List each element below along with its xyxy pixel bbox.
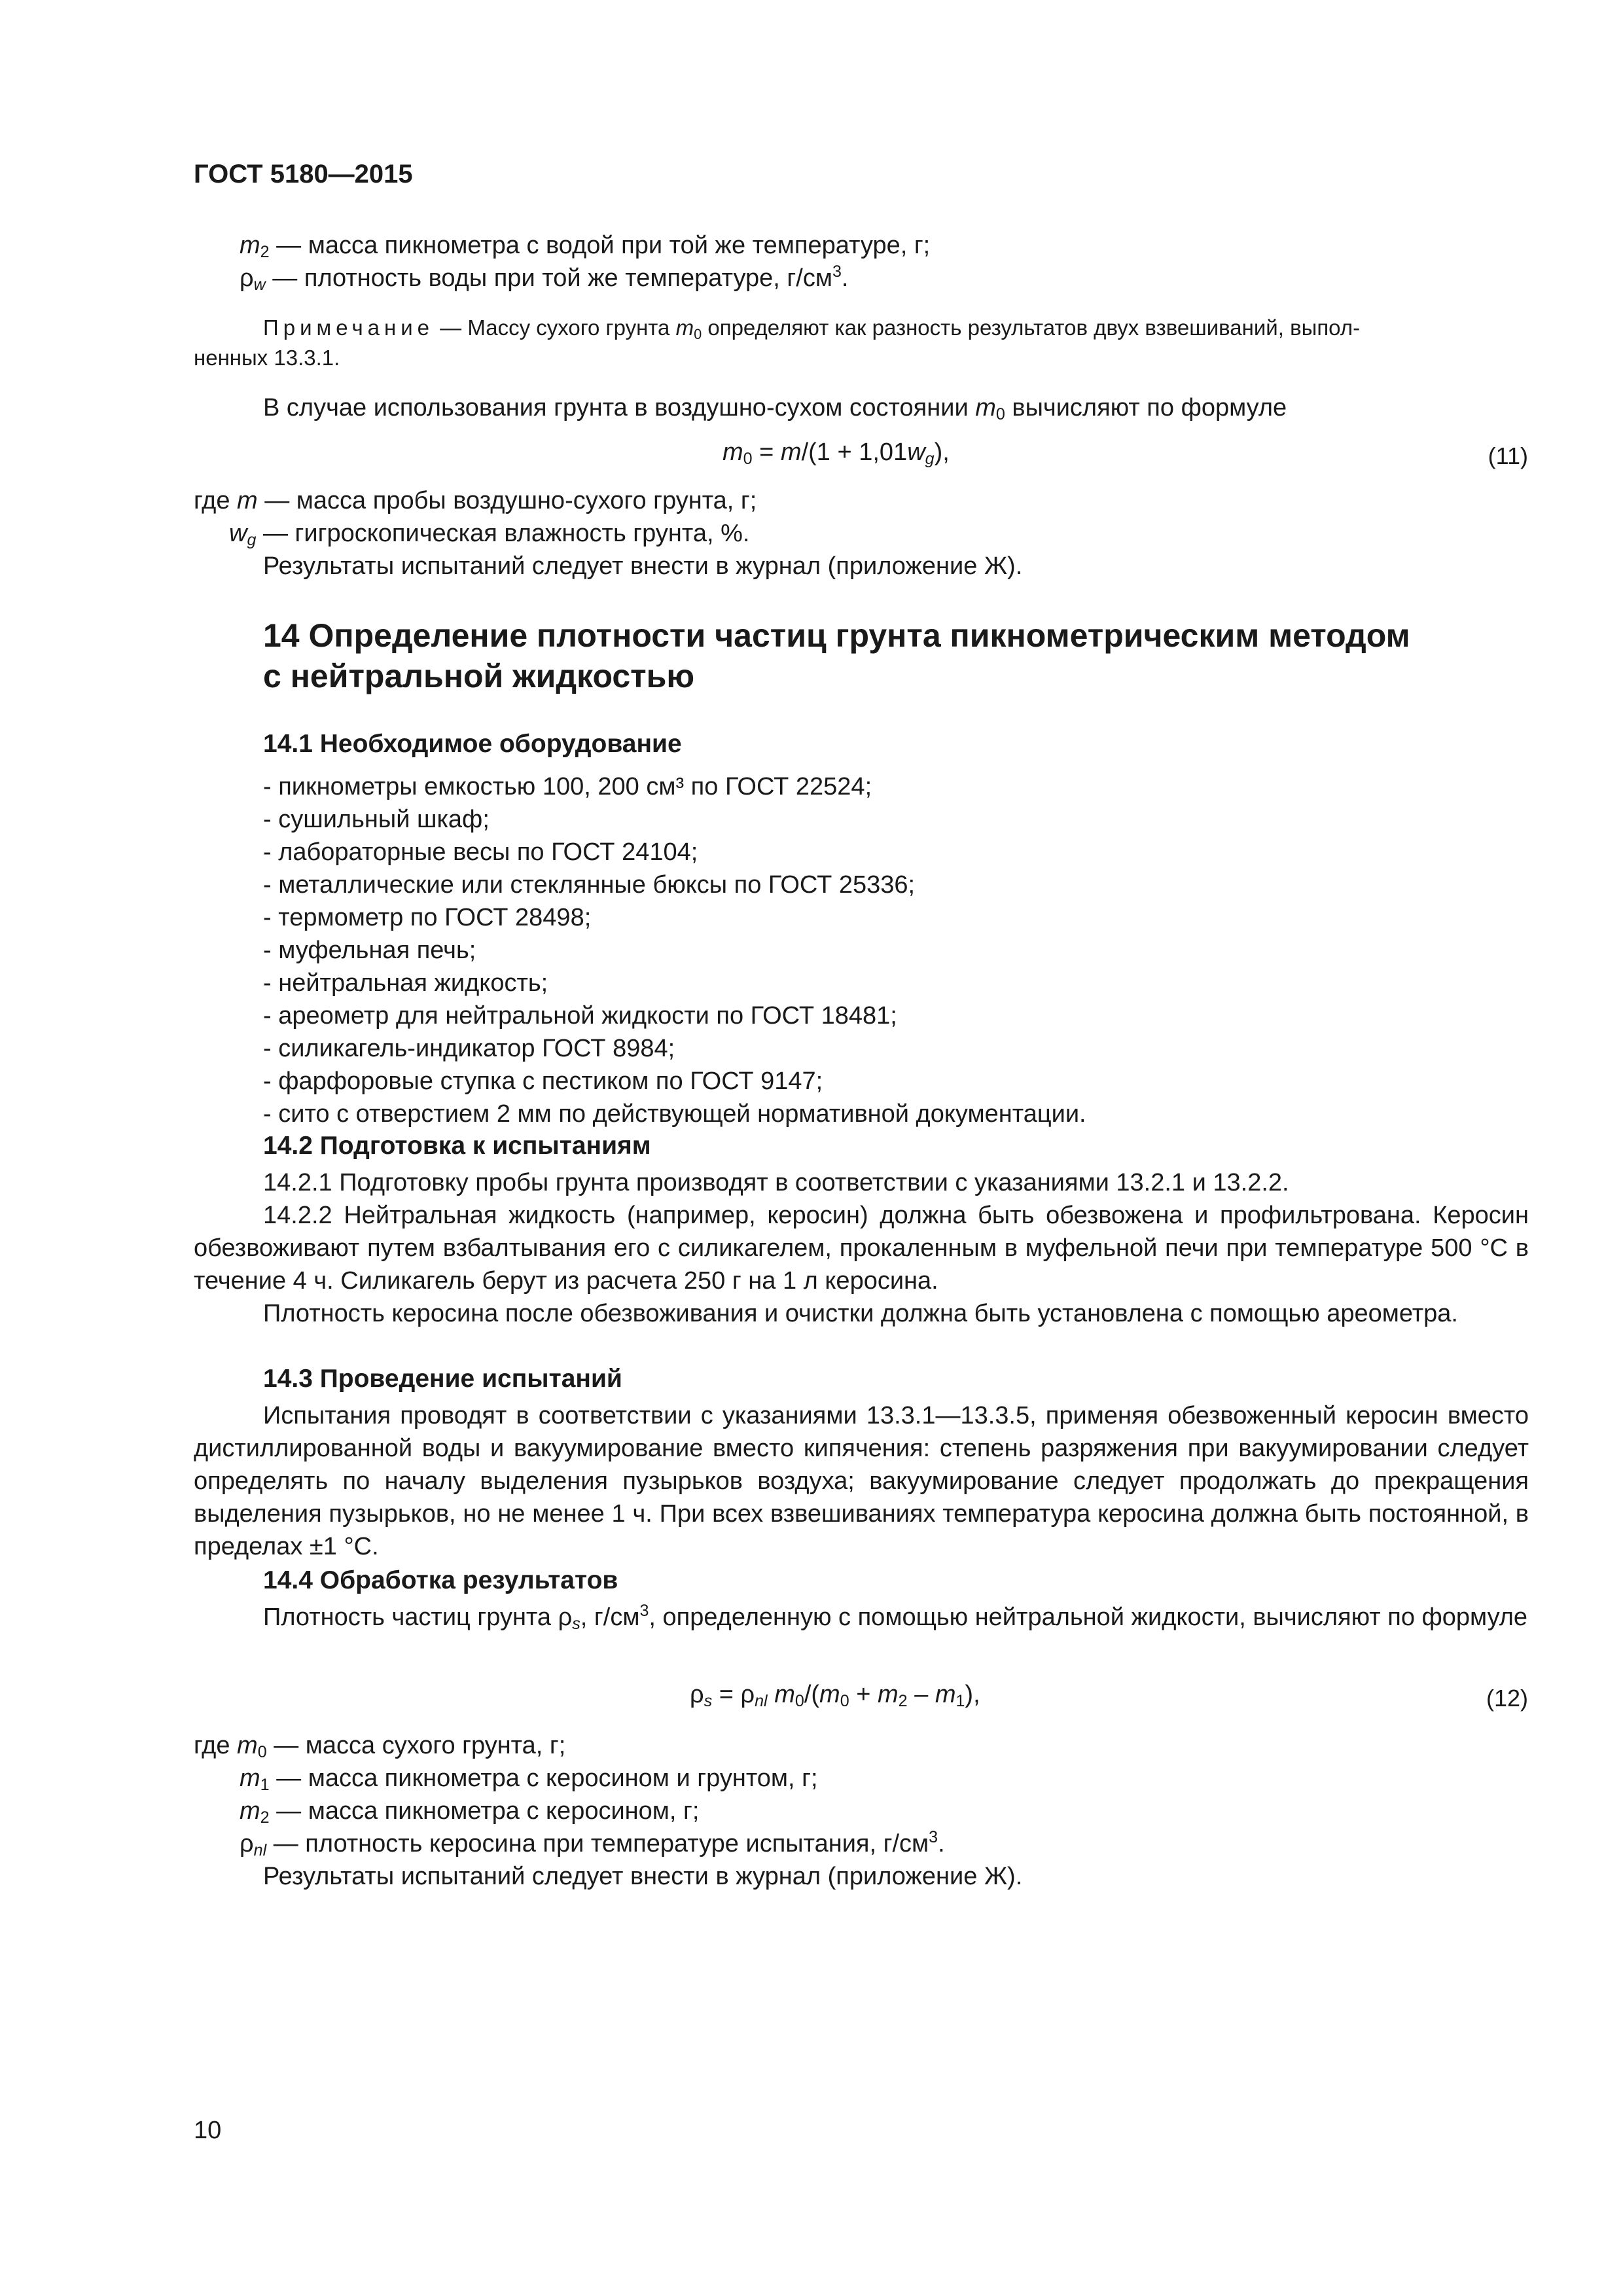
lead-word: где	[194, 1732, 238, 1759]
formula-12-number: (12)	[1486, 1685, 1528, 1712]
subscript: nl	[253, 1841, 267, 1859]
superscript: 3	[832, 262, 842, 281]
definition-text: — плотность воды при той же температуре, г/см	[265, 264, 832, 292]
note-text: определяют как разность результатов двух взвешиваний, выпол-	[702, 315, 1361, 340]
subscript: 2	[260, 1808, 270, 1827]
definition-m2-water	[240, 229, 930, 262]
list-item: - силикагель-индикатор ГОСТ 8984;	[263, 1035, 675, 1062]
symbol: ρ	[558, 1604, 573, 1631]
symbol: m	[237, 487, 258, 514]
symbol: m	[975, 394, 996, 422]
punctuation: .	[841, 264, 849, 292]
symbol: m	[240, 1797, 260, 1825]
subsection-14-2-title: 14.2 Подготовка к испытаниям	[263, 1132, 651, 1160]
list-item: - сушильный шкаф;	[263, 806, 490, 833]
definition-text: — масса пикнометра с водой при той же температуре, г;	[269, 232, 931, 259]
definition-text: — масса пикнометра с керосином и грунтом, г;	[269, 1765, 818, 1792]
definition-m	[194, 484, 757, 517]
list-item: - фарфоровые ступка с пестиком по ГОСТ 9147;	[263, 1067, 823, 1095]
definition-text: — масса пикнометра с керосином, г;	[269, 1797, 700, 1825]
subscript: g	[247, 531, 257, 549]
definition-rho-w	[240, 262, 848, 295]
results-journal-note-1: Результаты испытаний следует внести в журнал (приложение Ж).	[263, 552, 1023, 580]
symbol: m	[675, 315, 694, 340]
symbol: w	[229, 520, 247, 547]
definition-rho-nl	[240, 1827, 945, 1860]
note-label: Примечание	[263, 315, 435, 340]
symbol: ρ	[240, 264, 254, 292]
subscript: 0	[694, 326, 702, 342]
list-item: - муфельная печь;	[263, 937, 476, 964]
definition-text: — масса сухого грунта, г;	[266, 1732, 566, 1759]
page-number: 10	[194, 2117, 222, 2144]
subscript: 0	[257, 1743, 267, 1761]
formula-11: $m_0 = m/(1 + 1,01w_g)$,	[722, 439, 950, 468]
paragraph-text: вычисляют по формуле	[1005, 394, 1287, 422]
definition-m0	[194, 1729, 565, 1762]
formula-11-number: (11)	[1488, 442, 1528, 469]
subscript: s	[572, 1615, 580, 1633]
subsection-14-1-title: 14.1 Необходимое оборудование	[263, 730, 682, 758]
paragraph-14-3: Испытания проводят в соответствии с указаниями 13.3.1—13.3.5, применяя обезвоженный керосин вместо дистиллированной воды и вакуумирование вместо кипячения: степень разряжения при вакуумировании следует определять по началу выделения пузырьков воздуха; вакуумирование следует продолжать до прекращения выделения пузырьков, но не менее 1 ч. При всех взвешиваниях температура керосина должна быть постоянной, в пределах ±1 °С.	[194, 1402, 1529, 1560]
document-header: ГОСТ 5180—2015	[194, 160, 413, 188]
subscript: w	[253, 276, 266, 294]
definition-text: — масса пробы воздушно-сухого грунта, г;	[257, 487, 757, 514]
definition-wg	[229, 517, 749, 550]
list-item: - сито с отверстием 2 мм по действующей нормативной документации.	[263, 1100, 1086, 1128]
paragraph-14-2-1: 14.2.1 Подготовку пробы грунта производят в соответствии с указаниями 13.2.1 и 13.2.2.	[263, 1169, 1289, 1196]
superscript: 3	[929, 1828, 938, 1846]
definition-m1	[240, 1762, 818, 1795]
note-line-2: ненных 13.3.1.	[194, 346, 340, 370]
definition-text: — гигроскопическая влажность грунта, %.	[256, 520, 750, 547]
superscript: 3	[639, 1602, 649, 1620]
air-dry-paragraph	[263, 391, 1287, 424]
paragraph-text: , определенную с помощью нейтральной жидкости, вычисляют по формуле	[649, 1604, 1528, 1631]
subscript: 1	[260, 1776, 270, 1794]
paragraph-14-4	[194, 1601, 1529, 1634]
definition-m2-kerosene	[240, 1795, 699, 1827]
list-item: - металлические или стеклянные бюксы по ГОСТ 25336;	[263, 871, 916, 899]
symbol: m	[240, 232, 260, 259]
symbol: ρ	[240, 1830, 254, 1857]
list-item: - нейтральная жидкость;	[263, 969, 548, 997]
section-14-title-line-1: 14 Определение плотности частиц грунта пикнометрическим методом	[263, 617, 1410, 654]
subscript: 2	[260, 243, 270, 261]
punctuation: .	[938, 1830, 945, 1857]
symbol: m	[237, 1732, 258, 1759]
subsection-14-4-title: 14.4 Обработка результатов	[263, 1566, 618, 1594]
paragraph-text: , г/см	[580, 1604, 640, 1631]
paragraph-14-2-2: 14.2.2 Нейтральная жидкость (например, керосин) должна быть обезвожена и профильтрована. Керосин обезвоживают путем взбалтывания его с силикагелем, прокаленным в муфельной печи при температуре 500 °С в течение 4 ч. Силикагель берут из расчета 250 г на 1 л керосина.	[194, 1202, 1529, 1295]
list-item: - лабораторные весы по ГОСТ 24104;	[263, 838, 698, 866]
definition-text: — плотность керосина при температуре испытания, г/см	[266, 1830, 929, 1857]
section-14-title-line-2: с нейтральной жидкостью	[263, 658, 695, 694]
paragraph-text: Плотность частиц грунта	[263, 1604, 558, 1631]
results-journal-note-2: Результаты испытаний следует внести в журнал (приложение Ж).	[263, 1863, 1023, 1890]
paragraph-text: В случае использования грунта в воздушно-сухом состоянии	[263, 394, 976, 422]
list-item: - термометр по ГОСТ 28498;	[263, 904, 592, 931]
list-item: - ареометр для нейтральной жидкости по ГОСТ 18481;	[263, 1002, 897, 1030]
formula-12: $\rho_s = \rho_{nl}$ $m_0/(m_0 + m_2 - m_1)$,	[690, 1681, 980, 1710]
note-line-1	[263, 313, 1360, 343]
subscript: 0	[995, 405, 1005, 423]
equipment-list	[263, 770, 1086, 1130]
symbol: m	[240, 1765, 260, 1792]
subsection-14-3-title: 14.3 Проведение испытаний	[263, 1365, 622, 1393]
list-item: - пикнометры емкостью 100, 200 см³ по ГОСТ 22524;	[263, 773, 872, 800]
lead-word: где	[194, 487, 238, 514]
note-text: — Массу сухого грунта	[434, 315, 676, 340]
paragraph-kerosene-density: Плотность керосина после обезвоживания и очистки должна быть установлена с помощью ареометра.	[263, 1300, 1458, 1327]
